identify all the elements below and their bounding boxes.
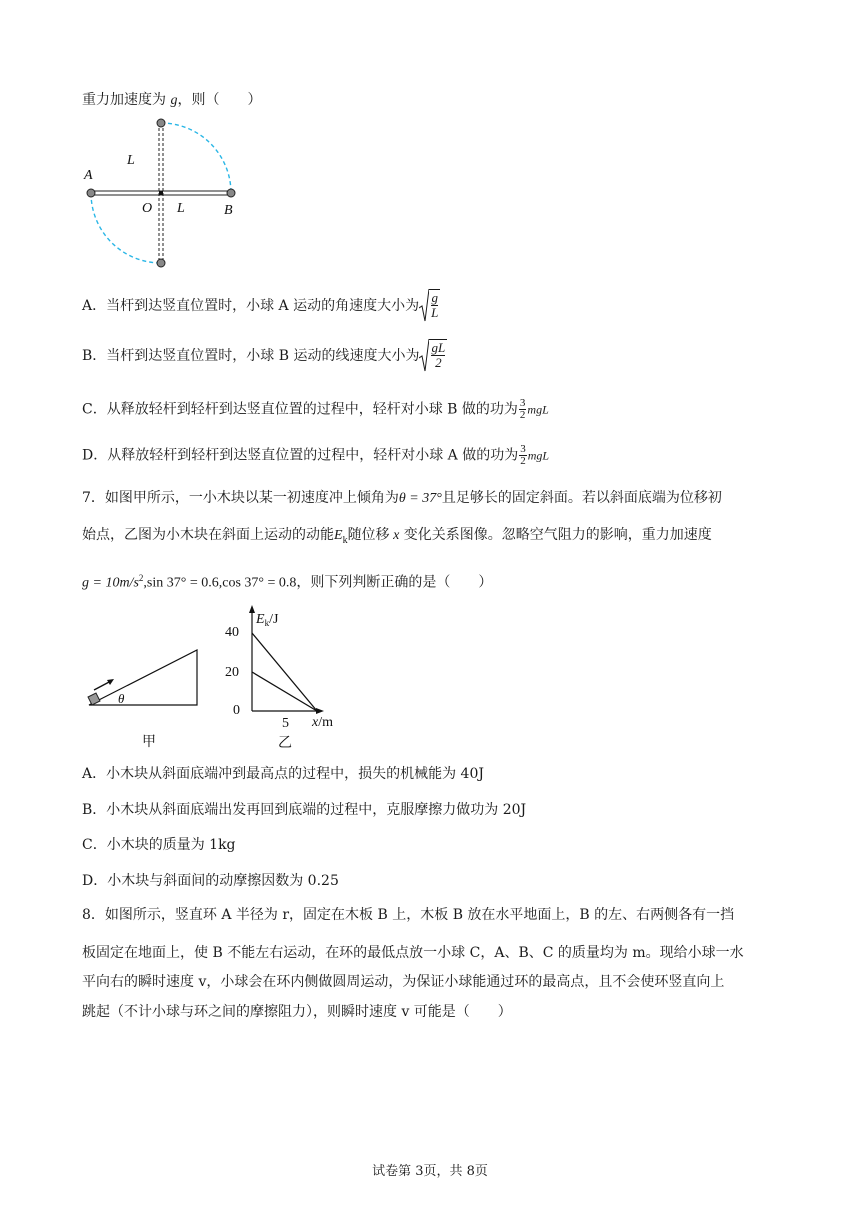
q7-stem-line-2: 始点，乙图为小木块在斜面上运动的动能$E_k$随位移 x 变化关系图像。忽略空气阻力的影响，重力加速度 [82, 527, 712, 546]
q8-line-2: 板固定在地面上，使 B 不能左右运动，在环的最低点放一小球 C，A、B、C 的质量均为 m。现给小球一水 [82, 945, 744, 961]
q6-label-O: O [142, 201, 153, 216]
q7-caption-yi: 乙 [278, 736, 292, 749]
q6-rod-figure [80, 112, 250, 274]
q8-line-3: 平向右的瞬时速度 v，小球会在环内侧做圆周运动，为保证小球能通过环的最高点，且不会使环竖直向上 [82, 974, 725, 990]
q8-line-4: 跳起（不计小球与环之间的摩擦阻力），则瞬时速度 v 可能是（ ） [82, 1004, 512, 1020]
q6-label-B: B [224, 203, 233, 218]
q6-option-d: D．从释放轻杆到轻杆到达竖直位置的过程中，轻杆对小球 A 做的功为 $\frac{3}{2}$ mgL [82, 443, 550, 467]
wood-block [88, 693, 100, 705]
q6-stem-text: 重力加速度为 [82, 92, 171, 108]
sqrt-icon: $\frac{g}{L}$ [419, 288, 440, 324]
q6-ball-bottom [157, 259, 165, 267]
page-footer: 试卷第 3页，共 8页 [372, 1164, 488, 1179]
q7-option-d: D．小木块与斜面间的动摩擦因数为 0.25 [82, 873, 339, 889]
q6-option-c: C．从释放轻杆到轻杆到达竖直位置的过程中，轻杆对小球 B 做的功为 $\frac{3}{2}$ mgL [82, 397, 549, 421]
q7-option-b: B．小木块从斜面底端出发再回到底端的过程中，克服摩擦力做功为 20J [82, 802, 527, 818]
fraction: $\frac{3}{2}$ [519, 397, 526, 421]
q6-ball-A [87, 189, 95, 197]
q6-option-a: A．当杆到达竖直位置时，小球 A 运动的角速度大小为 $\frac{g}{L}$ [82, 288, 440, 324]
y-tick-40: 40 [225, 625, 239, 640]
ek-series-line-1 [252, 672, 317, 711]
y-tick-20: 20 [225, 665, 239, 680]
q7-incline-figure [84, 640, 204, 748]
q7-ek-chart [222, 603, 352, 749]
q7-stem-line-1: 7．如图甲所示，一小木块以某一初速度冲上倾角为θ = 37°且足够长的固定斜面。若以斜面底端为位移初 [82, 490, 722, 506]
y-axis-label: $E_k/J$ [256, 612, 279, 628]
q6-ball-top [157, 119, 165, 127]
q6-arc-top [161, 123, 231, 193]
x-tick-5: 5 [282, 716, 289, 731]
q6-label-A: A [84, 168, 93, 183]
q7-caption-jia: 甲 [142, 735, 156, 748]
q6-ball-B [227, 189, 235, 197]
incline [89, 650, 197, 705]
q6-stem-text-2: ，则（ ） [177, 92, 262, 108]
q7-option-c: C．小木块的质量为 1kg [82, 837, 236, 853]
q7-option-a: A．小木块从斜面底端冲到最高点的过程中，损失的机械能为 40J [82, 766, 484, 782]
q6-label-L-top: L [127, 153, 135, 168]
q6-stem-g: g [170, 93, 178, 108]
q7-stem-line-3: $g = 10m/s^2,\sin$ 37° = 0.6,cos 37° = 0.8，则下列判断正确的是（ ） [82, 573, 493, 591]
ek-series-line-0 [252, 633, 317, 711]
q8-line-1: 8．如图所示，竖直环 A 半径为 r，固定在木板 B 上，木板 B 放在水平地面上，B 的左、右两侧各有一挡 [82, 907, 735, 923]
q7-theta-label: θ [118, 691, 125, 706]
q6-option-b: B．当杆到达竖直位置时，小球 B 运动的线速度大小为 $\frac{gL}{2}$ [82, 338, 447, 374]
x-axis-label: x/m [312, 715, 333, 730]
q6-stem [82, 90, 261, 111]
y-tick-0: 0 [233, 703, 240, 718]
sqrt-icon: $\frac{gL}{2}$ [419, 338, 447, 374]
fraction: $\frac{3}{2}$ [520, 443, 526, 467]
q6-label-L-right: L [177, 201, 185, 216]
